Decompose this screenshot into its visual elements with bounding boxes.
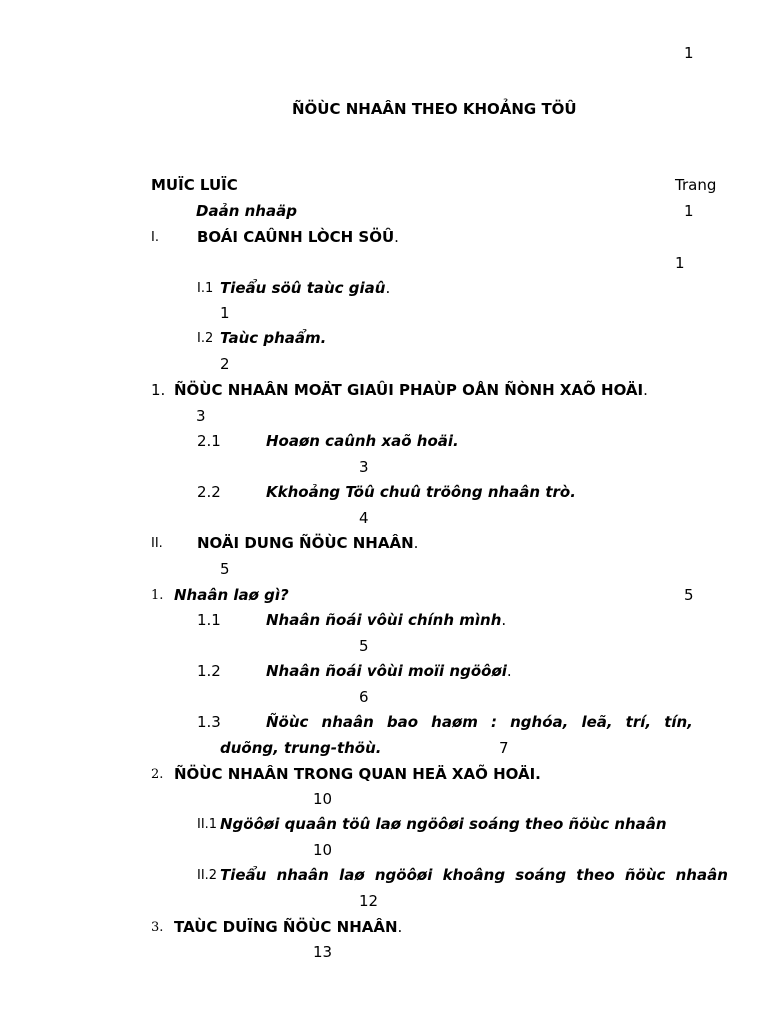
toc-entry-sec2-n1-3 xyxy=(266,713,693,731)
toc-entry-sec2-n1-1-punct: . xyxy=(501,611,507,629)
toc-entry-sec2-n3-text: TAÙC DUÏNG ÑÖÙC NHAÂN xyxy=(174,918,398,936)
word: khoâng xyxy=(442,866,506,884)
toc-marker-sec2-n2-2: II.2 xyxy=(197,868,218,883)
toc-entry-sec2-punct: . xyxy=(413,534,419,552)
toc-marker-sec2-n1-1: 1.1 xyxy=(197,611,221,629)
word: bao xyxy=(386,713,419,731)
word: : xyxy=(491,713,498,731)
word: theo xyxy=(576,866,615,884)
toc-page-column-label: Trang xyxy=(675,176,717,194)
document-title: ÑÖÙC NHAÂN THEO KHOẢNG TÖÛ xyxy=(292,100,577,118)
word: nghóa, xyxy=(510,713,569,731)
toc-page-sec1-1: 1 xyxy=(220,304,230,322)
toc-marker-sec2-n3: 3. xyxy=(151,920,164,935)
toc-marker-sec1-2: I.2 xyxy=(197,331,214,346)
toc-marker-sec2-n2: 2. xyxy=(151,767,164,782)
toc-entry-sec1-1-punct: . xyxy=(385,279,391,297)
toc-entry-sec1-n1-punct: . xyxy=(643,381,648,399)
toc-entry-sec2-n3 xyxy=(174,918,402,936)
toc-entry-sec2-n2-2 xyxy=(220,866,728,884)
toc-entry-sec1-2: Taùc phaẩm. xyxy=(220,329,327,347)
toc-marker-sec1: I. xyxy=(151,230,159,245)
toc-marker-sec1-1: I.1 xyxy=(197,281,214,296)
toc-page-sec2-n1-2: 6 xyxy=(359,688,369,706)
word: trí, xyxy=(625,713,652,731)
toc-entry-sec2-n2: ÑÖÙC NHAÂN TRONG QUAN HEÄ XAÕ HOÄI. xyxy=(174,765,541,783)
toc-page-sec2-n2-1: 10 xyxy=(313,841,333,859)
toc-entry-sec1-n1-2: Kkhoảng Töû chuû tröông nhaân trò. xyxy=(266,483,576,501)
toc-entry-sec2-n1-2 xyxy=(266,662,512,680)
page-number: 1 xyxy=(684,44,694,62)
toc-entry-sec1-punct: . xyxy=(394,228,399,246)
toc-entry-sec1-n1-text: ÑÖÙC NHAÂN MOÄT GIAÛI PHAÙP OÅN ÑÒNH XAÕ HOÄI xyxy=(174,381,644,399)
word: soáng xyxy=(515,866,567,884)
toc-marker-sec2-n1-3: 1.3 xyxy=(197,713,221,731)
toc-page-sec2-n1-3: 7 xyxy=(499,739,509,757)
toc-entry-sec2-n3-punct: . xyxy=(397,918,403,936)
toc-marker-sec2-n1-2: 1.2 xyxy=(197,662,221,680)
word: nhaân xyxy=(276,866,329,884)
toc-entry-sec2-n1-1-text: Nhaân ñoái vôùi chính mình xyxy=(266,611,502,629)
toc-entry-sec1-1-text: Tieẩu söû taùc giaû xyxy=(220,279,386,297)
toc-page-sec1-n1-2: 4 xyxy=(359,509,369,527)
toc-entry-sec1-1 xyxy=(220,279,390,297)
toc-marker-sec1-n1-1: 2.1 xyxy=(197,432,221,450)
toc-marker-sec1-n1-2: 2.2 xyxy=(197,483,221,501)
toc-entry-sec2-n1-2-text: Nhaân ñoái vôùi moïi ngöôøi xyxy=(266,662,507,680)
toc-entry-sec2-text: NOÄI DUNG ÑÖÙC NHAÂN xyxy=(197,534,414,552)
toc-entry-sec1 xyxy=(197,228,399,246)
toc-marker-sec2: II. xyxy=(151,536,163,551)
toc-page-sec1-n1: 3 xyxy=(196,407,206,425)
toc-page-sec1-2: 2 xyxy=(220,355,230,373)
toc-entry-sec1-text: BOÁI CAÛNH LÒCH SÖÛ xyxy=(197,228,395,246)
toc-marker-sec2-n2-1: II.1 xyxy=(197,817,218,832)
word: Ñöùc xyxy=(266,713,309,731)
word: ngöôøi xyxy=(374,866,433,884)
toc-page-sec2: 5 xyxy=(220,560,230,578)
word: Tieẩu xyxy=(220,866,267,884)
word: leã, xyxy=(581,713,613,731)
toc-marker-sec2-n1: 1. xyxy=(151,588,164,603)
toc-page-sec1-n1-1: 3 xyxy=(359,458,369,476)
word: tín, xyxy=(664,713,693,731)
toc-page-intro: 1 xyxy=(684,202,694,220)
toc-entry-sec2-n1: Nhaân laø gì? xyxy=(174,586,289,604)
toc-marker-sec1-n1: 1. xyxy=(151,381,166,399)
toc-entry-sec2-n1-1 xyxy=(266,611,506,629)
word: ñöùc xyxy=(624,866,666,884)
toc-entry-sec2-n2-1: Ngöôøi quaân töû laø ngöôøi soáng theo ñöùc nhaân xyxy=(220,815,667,833)
word: nhaân xyxy=(675,866,728,884)
toc-page-sec1: 1 xyxy=(675,254,685,272)
toc-entry-sec2-n1-2-punct: . xyxy=(506,662,512,680)
toc-entry-sec1-n1-1: Hoaøn caûnh xaõ hoäi. xyxy=(266,432,459,450)
toc-page-sec2-n2: 10 xyxy=(313,790,333,808)
word: haøm xyxy=(431,713,478,731)
toc-page-sec2-n1: 5 xyxy=(684,586,694,604)
toc-entry-sec1-n1 xyxy=(174,381,648,399)
toc-page-sec2-n1-1: 5 xyxy=(359,637,369,655)
word: nhaân xyxy=(321,713,374,731)
toc-page-sec2-n2-2: 12 xyxy=(359,892,379,910)
toc-page-sec2-n3: 13 xyxy=(313,943,333,961)
word: laø xyxy=(339,866,365,884)
toc-entry-intro: Daản nhaäp xyxy=(196,202,297,220)
toc-entry-sec2 xyxy=(197,534,418,552)
toc-heading: MUÏC LUÏC xyxy=(151,176,238,194)
toc-entry-sec2-n1-3-line2: duõng, trung-thöù. xyxy=(220,739,382,757)
